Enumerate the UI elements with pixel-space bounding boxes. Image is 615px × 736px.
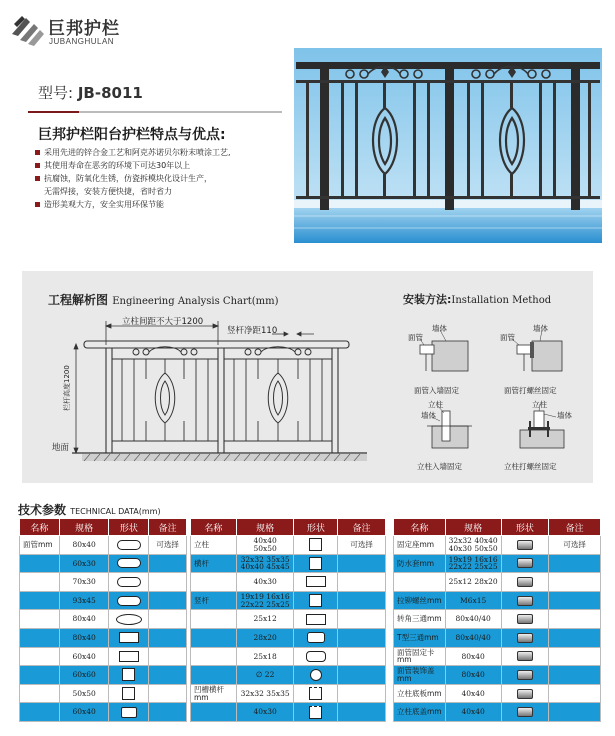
cell-name: 立柱底板mm xyxy=(394,684,446,703)
install-caption-2: 面管打螺丝固定 xyxy=(504,386,557,395)
cell-name xyxy=(20,573,60,592)
cell-shape xyxy=(501,684,549,703)
cell-spec: 80x40/40 xyxy=(445,610,501,629)
cell-spec: 19x19 16x16 22x22 25x25 xyxy=(445,554,501,573)
cell-shape xyxy=(294,684,338,703)
table-row xyxy=(394,647,601,666)
cell-shape xyxy=(109,628,149,647)
model-label: 型号: xyxy=(38,84,74,102)
table-row xyxy=(20,536,187,555)
square-profile-icon xyxy=(309,538,322,551)
cell-note xyxy=(338,554,386,573)
cell-note xyxy=(549,573,601,592)
cell-name xyxy=(20,554,60,573)
square-profile-icon xyxy=(309,557,322,570)
table-row xyxy=(20,573,187,592)
cell-spec: 50x50 xyxy=(59,684,109,703)
table-row xyxy=(394,703,601,722)
cell-note xyxy=(338,628,386,647)
tee-icon xyxy=(517,633,533,643)
ground-label: 地面 xyxy=(52,443,70,453)
features-list xyxy=(35,146,231,211)
cell-spec: 60x30 xyxy=(59,554,109,573)
install-title: 安装方法:Installation Method xyxy=(403,293,552,306)
cell-spec: 25x18 xyxy=(236,647,294,666)
table-row xyxy=(191,536,386,555)
table-row xyxy=(20,666,187,685)
table-row xyxy=(191,666,386,685)
rect-profile-icon xyxy=(306,576,326,587)
rect-profile-icon xyxy=(306,614,326,625)
cell-note xyxy=(149,684,187,703)
table-row xyxy=(191,610,386,629)
cell-note xyxy=(338,573,386,592)
cell-name: 固定座mm xyxy=(394,536,446,555)
rect-profile-icon xyxy=(119,632,139,643)
cell-note xyxy=(549,647,601,666)
model-heading xyxy=(38,82,143,103)
cell-note xyxy=(549,684,601,703)
cell-note xyxy=(338,703,386,722)
cell-name: 面管装饰盖mm xyxy=(394,666,446,685)
cell-spec: 32x32 35x35 40x40 45x45 xyxy=(236,554,294,573)
cell-shape xyxy=(501,647,549,666)
cell-note xyxy=(149,591,187,610)
cell-note xyxy=(149,573,187,592)
col-header-shape: 形状 xyxy=(109,519,149,536)
cell-note xyxy=(338,647,386,666)
cell-shape xyxy=(109,610,149,629)
analysis-panel xyxy=(22,271,593,483)
install-wall-label-4: 墙体 xyxy=(557,411,572,420)
cell-name xyxy=(394,573,446,592)
tee-icon xyxy=(517,614,533,624)
table-row xyxy=(191,684,386,703)
cell-name xyxy=(20,684,60,703)
cell-shape xyxy=(294,703,338,722)
engineering-drawing xyxy=(22,271,593,483)
square-profile-icon xyxy=(122,668,135,681)
cell-spec: 80x40/40 xyxy=(445,628,501,647)
cell-name: 立柱底盖mm xyxy=(394,703,446,722)
cell-note xyxy=(149,610,187,629)
base-plate-icon xyxy=(517,689,533,699)
cell-note: 可选择 xyxy=(338,536,386,555)
spec-table-fittings xyxy=(393,518,601,722)
cell-shape xyxy=(294,628,338,647)
cell-name xyxy=(20,628,60,647)
table-row xyxy=(20,610,187,629)
cell-note xyxy=(338,591,386,610)
cell-spec: 93x45 xyxy=(59,591,109,610)
table-row xyxy=(394,554,601,573)
cell-spec: 80x40 xyxy=(445,647,501,666)
cell-spec: 19x19 16x16 22x22 25x25 xyxy=(236,591,294,610)
bar-spacing-label: 竖杆净距110 xyxy=(227,326,278,336)
install-post-label-3: 立柱 xyxy=(428,400,443,409)
channel-profile-icon xyxy=(309,706,322,719)
cell-note xyxy=(338,684,386,703)
cell-note: 可选择 xyxy=(149,536,187,555)
cell-name xyxy=(191,573,237,592)
feature-item: 抗腐蚀，防氧化生锈，仿瓷拆模块化设计生产， xyxy=(35,172,231,185)
cell-name: 防水套mm xyxy=(394,554,446,573)
table-row xyxy=(394,591,601,610)
cell-name: 面管固定卡mm xyxy=(394,647,446,666)
cell-spec: 80x40 xyxy=(59,610,109,629)
table-row xyxy=(394,610,601,629)
clip-icon xyxy=(517,651,533,661)
feature-item: 采用先进的锌合金工艺和阿克苏诺贝尔粉末喷涂工艺, xyxy=(35,146,231,159)
cross-profile-icon xyxy=(307,632,325,643)
cell-spec: M6x15 xyxy=(445,591,501,610)
table-row xyxy=(191,573,386,592)
cell-shape xyxy=(501,536,549,555)
table-row xyxy=(394,573,601,592)
cell-note: 可选择 xyxy=(549,536,601,555)
cell-note xyxy=(149,666,187,685)
cell-note xyxy=(549,610,601,629)
cell-spec: 32x32 40x40 40x30 50x50 xyxy=(445,536,501,555)
install-rail-label-2: 面管 xyxy=(500,333,515,342)
post-spacing-label: 立柱间距不大于1200 xyxy=(122,317,204,327)
cell-shape xyxy=(109,684,149,703)
cell-name xyxy=(20,647,60,666)
screw-icon xyxy=(517,596,533,606)
rounded-profile-icon xyxy=(117,596,141,606)
brand-name-cn: 巨邦护栏 xyxy=(48,19,120,39)
table-row xyxy=(20,591,187,610)
cell-note xyxy=(338,610,386,629)
cell-shape xyxy=(294,591,338,610)
cell-name: 凹槽横杆mm xyxy=(191,684,237,703)
cell-name xyxy=(191,703,237,722)
cell-name: 转角三通mm xyxy=(394,610,446,629)
table-row xyxy=(191,703,386,722)
install-wall-label-2: 墙体 xyxy=(533,324,548,333)
brand-name-en: JUBANGHULAN xyxy=(49,37,115,46)
cell-spec: 25x12 28x20 xyxy=(445,573,501,592)
rounded-profile-icon xyxy=(117,577,141,587)
col-header-note: 备注 xyxy=(149,519,187,536)
table-row xyxy=(394,536,601,555)
table-row xyxy=(20,554,187,573)
cell-shape xyxy=(109,573,149,592)
col-header-shape: 形状 xyxy=(294,519,338,536)
spec-table-posts xyxy=(190,518,386,722)
rounded-profile-icon xyxy=(117,558,141,568)
cell-note xyxy=(549,554,601,573)
cell-spec: 60x60 xyxy=(59,666,109,685)
rect-profile-icon xyxy=(119,651,139,662)
table-row xyxy=(20,628,187,647)
table-row xyxy=(191,554,386,573)
install-caption-3: 立柱入墙固定 xyxy=(417,462,462,471)
cell-spec: 80x40 xyxy=(59,536,109,555)
cell-shape xyxy=(109,536,149,555)
cell-shape xyxy=(501,591,549,610)
table-row xyxy=(394,666,601,685)
feature-item: 造形美观大方，安全实用环保节能 xyxy=(35,198,231,211)
cell-spec: 60x40 xyxy=(59,647,109,666)
cell-note xyxy=(549,628,601,647)
cap-icon xyxy=(517,558,533,568)
install-post-label-4: 立柱 xyxy=(532,400,547,409)
col-header-spec: 规格 xyxy=(59,519,109,536)
cell-spec: 28x20 xyxy=(236,628,294,647)
feature-item: 无需焊接，安装方便快捷，省时省力 xyxy=(44,187,172,196)
table-row xyxy=(20,647,187,666)
cell-spec: 70x30 xyxy=(59,573,109,592)
cell-note xyxy=(149,647,187,666)
cell-spec: 60x40 xyxy=(59,703,109,722)
col-header-name: 名称 xyxy=(394,519,446,536)
cell-name: 拉铆螺丝mm xyxy=(394,591,446,610)
cell-note xyxy=(149,554,187,573)
cell-name xyxy=(191,628,237,647)
cell-shape xyxy=(501,666,549,685)
cell-shape xyxy=(294,610,338,629)
product-photo xyxy=(294,48,602,243)
notch-profile-icon xyxy=(121,707,137,718)
rounded-profile-icon xyxy=(117,540,141,550)
cell-shape xyxy=(294,536,338,555)
cell-spec: 40x30 xyxy=(236,703,294,722)
install-caption-4: 立柱打螺丝固定 xyxy=(504,462,557,471)
cell-note xyxy=(149,628,187,647)
col-header-shape: 形状 xyxy=(501,519,549,536)
cell-name xyxy=(20,591,60,610)
cell-name xyxy=(20,666,60,685)
cell-spec: 40x40 xyxy=(445,684,501,703)
cell-shape xyxy=(109,703,149,722)
square-profile-icon xyxy=(122,687,135,700)
col-header-note: 备注 xyxy=(338,519,386,536)
cell-shape xyxy=(109,591,149,610)
cell-name xyxy=(191,647,237,666)
height-label: 栏杆高度1200 xyxy=(63,365,71,411)
cell-spec: 40x40 xyxy=(445,703,501,722)
tech-title: 技术参数 TECHNICAL DATA(mm) xyxy=(18,503,161,517)
cell-shape xyxy=(109,554,149,573)
octagon-profile-icon xyxy=(306,651,326,662)
cell-shape xyxy=(294,573,338,592)
cell-name xyxy=(20,610,60,629)
end-cap-icon xyxy=(517,670,533,680)
cell-shape xyxy=(294,666,338,685)
cell-spec: 32x32 35x35 xyxy=(236,684,294,703)
cell-note xyxy=(549,591,601,610)
cell-name xyxy=(191,610,237,629)
col-header-name: 名称 xyxy=(191,519,237,536)
model-code: JB-8011 xyxy=(77,84,143,102)
channel-profile-icon xyxy=(309,687,322,700)
cell-shape xyxy=(501,610,549,629)
cell-spec: 40x40 50x50 xyxy=(236,536,294,555)
cell-shape xyxy=(501,703,549,722)
cell-name: 横杆 xyxy=(191,554,237,573)
cell-note xyxy=(549,703,601,722)
analysis-title: 工程解析图 Engineering Analysis Chart(mm) xyxy=(48,293,279,307)
logo-mark-icon xyxy=(8,10,48,50)
cell-spec: 80x40 xyxy=(445,666,501,685)
cell-shape xyxy=(294,647,338,666)
table-row xyxy=(394,684,601,703)
cell-spec: ∅ 22 xyxy=(236,666,294,685)
cell-name xyxy=(20,703,60,722)
base-cover-icon xyxy=(517,707,533,717)
oval-profile-icon xyxy=(116,614,142,625)
circle-profile-icon xyxy=(310,669,322,681)
brand-logo xyxy=(8,10,148,54)
cell-name: 竖杆 xyxy=(191,591,237,610)
table-row xyxy=(20,703,187,722)
header-divider xyxy=(28,111,282,113)
install-wall-label-3: 墙体 xyxy=(421,411,436,420)
col-header-name: 名称 xyxy=(20,519,60,536)
col-header-note: 备注 xyxy=(549,519,601,536)
cell-spec: 80x40 xyxy=(59,628,109,647)
spec-table-rail xyxy=(19,518,187,722)
install-wall-label-1: 墙体 xyxy=(432,324,447,333)
cap-icon xyxy=(517,577,533,587)
cell-note xyxy=(149,703,187,722)
cell-shape xyxy=(501,628,549,647)
install-rail-label-1: 面管 xyxy=(408,333,423,342)
cell-note xyxy=(338,666,386,685)
cell-shape xyxy=(109,647,149,666)
col-header-spec: 规格 xyxy=(236,519,294,536)
table-row xyxy=(191,591,386,610)
cell-name: 立柱 xyxy=(191,536,237,555)
square-profile-icon xyxy=(309,594,322,607)
cell-shape xyxy=(109,666,149,685)
cell-name: T型三通mm xyxy=(394,628,446,647)
cell-note xyxy=(549,666,601,685)
cell-shape xyxy=(501,573,549,592)
table-row xyxy=(394,628,601,647)
table-row xyxy=(191,628,386,647)
cell-shape xyxy=(294,554,338,573)
table-row xyxy=(20,684,187,703)
cell-spec: 40x30 xyxy=(236,573,294,592)
features-title: 巨邦护栏阳台护栏特点与优点: xyxy=(38,127,226,143)
install-caption-1: 面管入墙固定 xyxy=(414,386,459,395)
base-plate-icon xyxy=(517,540,533,550)
feature-item: 其使用寿命在恶劣的环境下可达30年以上 xyxy=(35,159,231,172)
col-header-spec: 规格 xyxy=(445,519,501,536)
cell-name: 面管mm xyxy=(20,536,60,555)
cell-spec: 25x12 xyxy=(236,610,294,629)
table-row xyxy=(191,647,386,666)
cell-shape xyxy=(501,554,549,573)
cell-name xyxy=(191,666,237,685)
